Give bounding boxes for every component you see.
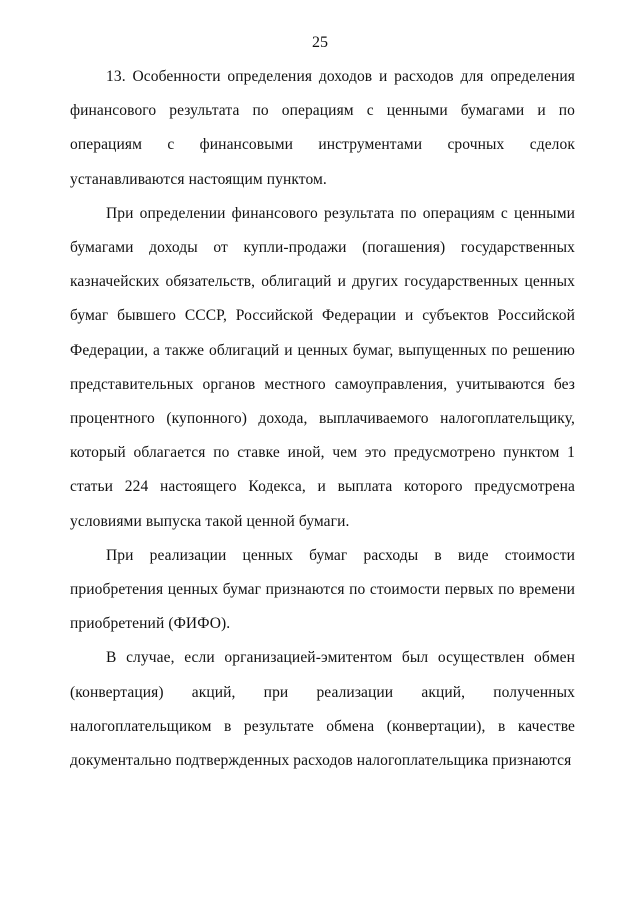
paragraph-fifo: При реализации ценных бумаг расходы в виде стоимости приобретения ценных бумаг признаются по стоимости первых по времени приобретений (ФИФО). [70, 546, 575, 633]
page-number: 25 [312, 34, 328, 51]
document-body [70, 60, 575, 778]
paragraph-conversion: В случае, если организацией-эмитентом был осуществлен обмен (конвертация) акций, при реализации акций, полученных налогоплательщиком в результате обмена (конвертации), в качестве документально подтвержденных расходов налогоплательщика признаются [70, 649, 575, 770]
paragraph-13-intro: 13. Особенности определения доходов и расходов для определения финансового результата по операциям с ценными бумагами и по операциям с финансовыми инструментами срочных сделок устанавливаются настоящим пунктом. [70, 68, 575, 188]
paragraph-financial-result: При определении финансового результата по операциям с ценными бумагами доходы от купли-продажи (погашения) государственных казначейских обязательств, облигаций и других государственных ценных бумаг бывшего СССР, Российской Федерации и субъектов Российской Федерации, а также облигаций и ценных бумаг, выпущенных по решению представительных органов местного самоуправления, учитываются без процентного (купонного) дохода, выплачиваемого налогоплательщику, который облагается по ставке иной, чем это предусмотрено пунктом 1 статьи 224 настоящего Кодекса, и выплата которого предусмотрена условиями выпуска такой ценной бумаги. [70, 204, 575, 530]
